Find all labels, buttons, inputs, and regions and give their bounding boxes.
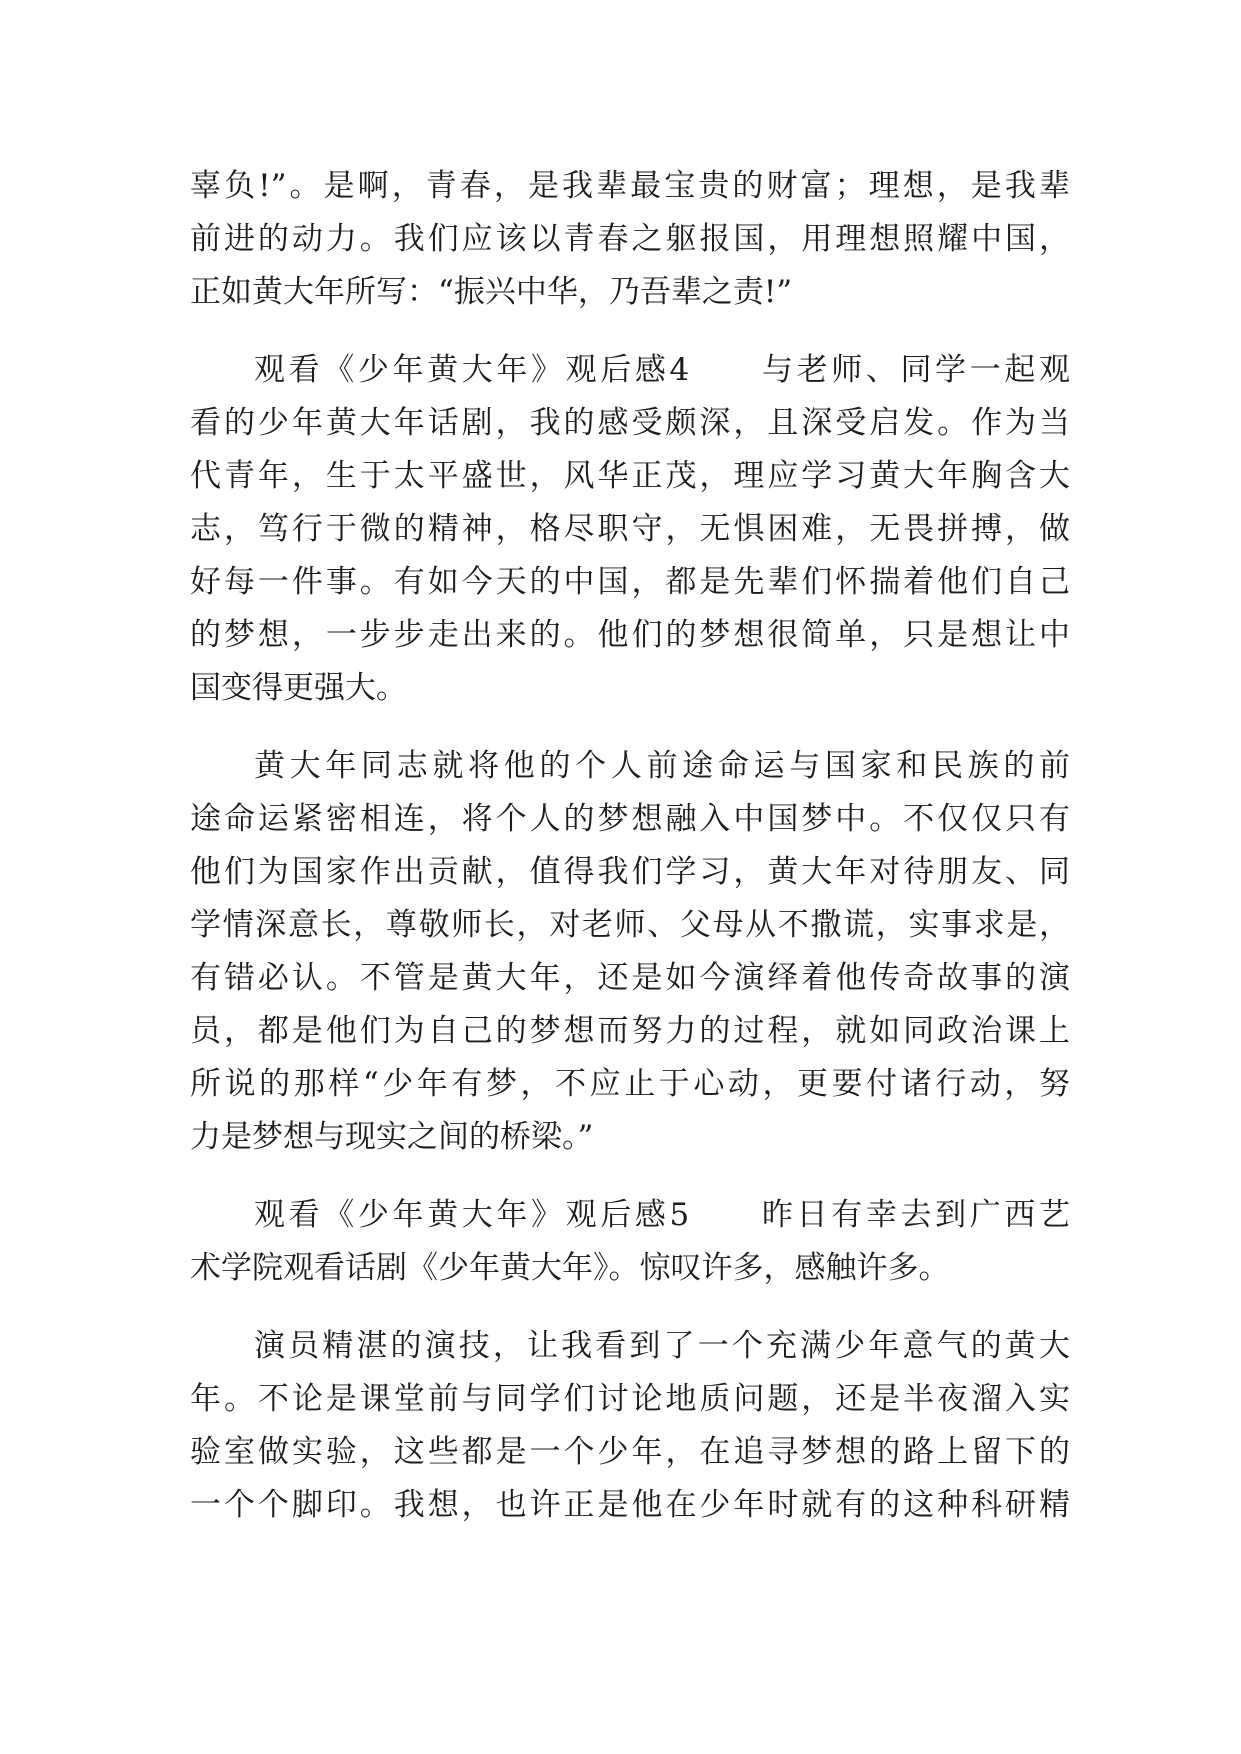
- text-line: 观看《少年黄大年》观后感4 与老师、同学一起观: [254, 352, 1070, 388]
- text-line: 员，都是他们为自己的梦想而努力的过程，就如同政治课上: [190, 1013, 1070, 1049]
- text-line: 好每一件事。有如今天的中国，都是先辈们怀揣着他们自己: [190, 564, 1070, 600]
- text-line: 黄大年同志就将他的个人前途命运与国家和民族的前: [254, 748, 1070, 784]
- text-line: 所说的那样“少年有梦，不应止于心动，更要付诸行动，努: [190, 1066, 1070, 1102]
- text-line: 代青年，生于太平盛世，风华正茂，理应学习黄大年胸含大: [190, 458, 1070, 494]
- text-line: 一个个脚印。我想，也许正是他在少年时就有的这种科研精: [190, 1487, 1070, 1523]
- text-line: 前进的动力。我们应该以青春之躯报国，用理想照耀中国，: [190, 221, 1070, 257]
- document-body: [190, 160, 1070, 1532]
- text-line: 有错必认。不管是黄大年，还是如今演绎着他传奇故事的演: [190, 960, 1070, 996]
- text-line: 的梦想，一步步走出来的。他们的梦想很简单，只是想让中: [190, 617, 1070, 653]
- paragraph: [190, 740, 1070, 1164]
- text-line: 验室做实验，这些都是一个少年，在追寻梦想的路上留下的: [190, 1434, 1070, 1470]
- text-line: 年。不论是课堂前与同学们讨论地质问题，还是半夜溜入实: [190, 1381, 1070, 1417]
- text-line: 看的少年黄大年话剧，我的感受颇深，且深受启发。作为当: [190, 405, 1070, 441]
- text-line: 辜负!”。是啊，青春，是我辈最宝贵的财富；理想，是我辈: [190, 168, 1070, 204]
- text-line: 正如黄大年所写：“振兴中华，乃吾辈之责!”: [190, 274, 793, 310]
- text-line: 术学院观看话剧《少年黄大年》。惊叹许多，感触许多。: [190, 1250, 950, 1286]
- paragraph: [190, 344, 1070, 715]
- paragraph: [190, 1189, 1070, 1295]
- text-line: 国变得更强大。: [190, 670, 407, 706]
- paragraph: [190, 1320, 1070, 1532]
- text-line: 力是梦想与现实之间的桥梁。”: [190, 1119, 594, 1155]
- text-line: 学情深意长，尊敬师长，对老师、父母从不撒谎，实事求是，: [190, 907, 1070, 943]
- text-line: 途命运紧密相连，将个人的梦想融入中国梦中。不仅仅只有: [190, 801, 1070, 837]
- text-line: 他们为国家作出贡献，值得我们学习，黄大年对待朋友、同: [190, 854, 1070, 890]
- paragraph: [190, 160, 1070, 319]
- text-line: 演员精湛的演技，让我看到了一个充满少年意气的黄大: [254, 1328, 1070, 1364]
- text-line: 志，笃行于微的精神，格尽职守，无惧困难，无畏拼搏，做: [190, 511, 1070, 547]
- text-line: 观看《少年黄大年》观后感5 昨日有幸去到广西艺: [254, 1197, 1070, 1233]
